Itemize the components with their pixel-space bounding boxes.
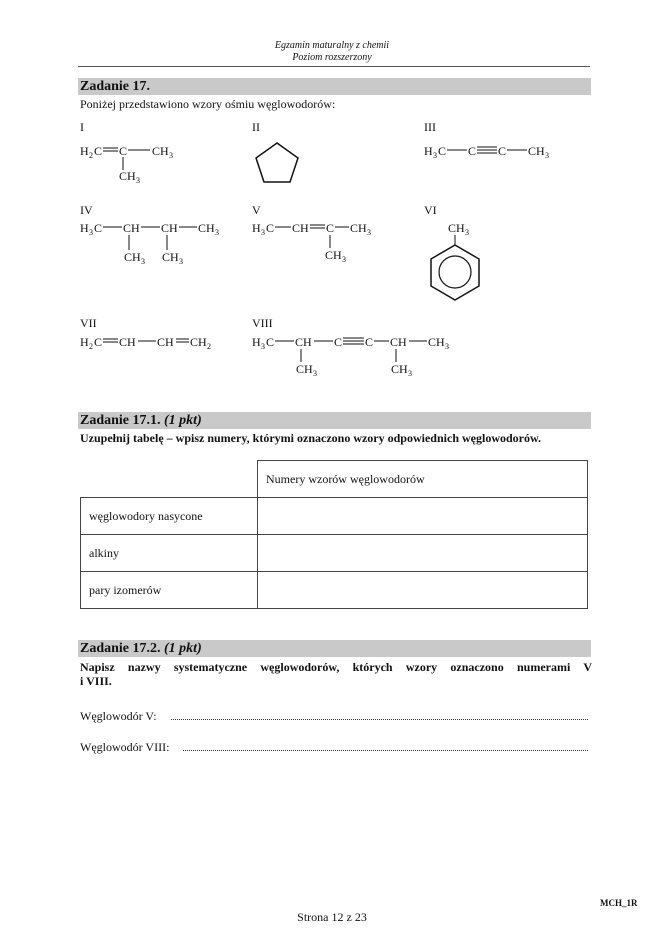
- formula-III: [424, 144, 549, 160]
- svg-text:CH: CH: [295, 335, 312, 349]
- svg-text:CH: CH: [292, 221, 309, 235]
- svg-text:C: C: [266, 335, 275, 349]
- answer-v-field[interactable]: [171, 710, 588, 720]
- task-17-title: Zadanie 17.: [80, 79, 151, 94]
- svg-text:C: C: [94, 144, 103, 158]
- table-row: [81, 498, 588, 535]
- answer-cell-isomer-pairs[interactable]: [258, 572, 588, 609]
- svg-text:H: H: [252, 335, 261, 349]
- svg-text:C: C: [468, 144, 477, 158]
- svg-text:CH: CH: [123, 221, 140, 235]
- svg-text:C: C: [334, 335, 343, 349]
- svg-text:CH: CH: [390, 335, 407, 349]
- svg-text:3: 3: [169, 151, 173, 160]
- svg-text:2: 2: [89, 342, 93, 351]
- svg-text:3: 3: [141, 257, 145, 266]
- structural-formulas: [0, 0, 664, 400]
- task-17-intro: Poniżej przedstawiono wzory ośmiu węglowodorów:: [80, 97, 336, 111]
- svg-text:CH: CH: [124, 250, 141, 264]
- svg-text:2: 2: [207, 342, 211, 351]
- svg-text:CH: CH: [157, 335, 174, 349]
- label-I: I: [80, 120, 84, 134]
- answer-viii-field[interactable]: [183, 741, 588, 751]
- label-VIII: VIII: [252, 316, 273, 330]
- table-corner-cell: [81, 461, 258, 498]
- row-label-alkynes: alkiny: [81, 535, 258, 572]
- svg-text:3: 3: [261, 228, 265, 237]
- svg-text:3: 3: [179, 257, 183, 266]
- row-label-saturated: węglowodory nasycone: [81, 498, 258, 535]
- answer-cell-alkynes[interactable]: [258, 535, 588, 572]
- task-17-1-instruction: Uzupełnij tabelę – wpisz numery, którymi oznaczono wzory odpowiednich węglowodorów.: [80, 431, 541, 445]
- svg-text:H: H: [80, 335, 89, 349]
- svg-text:C: C: [266, 221, 275, 235]
- svg-text:3: 3: [433, 151, 437, 160]
- task-17-2-instruction-line1: Napisz nazwy systematyczne węglowodorów, których wzory oznaczono numerami V: [80, 660, 592, 674]
- formula-II: [256, 143, 298, 182]
- svg-text:H: H: [80, 144, 89, 158]
- row-label-isomer-pairs: pary izomerów: [81, 572, 258, 609]
- answer-viii-label: Węglowodór VIII:: [80, 740, 170, 754]
- svg-text:H: H: [252, 221, 261, 235]
- formula-VI: [431, 221, 479, 300]
- svg-text:CH: CH: [296, 362, 313, 376]
- svg-text:C: C: [94, 335, 103, 349]
- svg-text:3: 3: [408, 369, 412, 378]
- task-17-1-title: Zadanie 17.1.: [80, 413, 161, 428]
- svg-text:3: 3: [545, 151, 549, 160]
- answer-table: [80, 460, 588, 609]
- svg-text:CH: CH: [162, 250, 179, 264]
- svg-text:3: 3: [215, 228, 219, 237]
- svg-text:CH: CH: [528, 144, 545, 158]
- svg-text:CH: CH: [448, 221, 465, 235]
- answer-v-label: Węglowodór V:: [80, 709, 157, 723]
- svg-text:H: H: [80, 221, 89, 235]
- label-VII: VII: [80, 316, 97, 330]
- svg-text:CH: CH: [119, 335, 136, 349]
- formula-I: [80, 144, 173, 185]
- task-17-2-title: Zadanie 17.2.: [80, 641, 161, 656]
- svg-text:3: 3: [261, 342, 265, 351]
- svg-text:3: 3: [342, 255, 346, 264]
- exam-level: Poziom rozszerzony: [292, 52, 372, 63]
- svg-text:CH: CH: [198, 221, 215, 235]
- table-header-cell: Numery wzorów węglowodorów: [258, 461, 588, 498]
- svg-text:3: 3: [89, 228, 93, 237]
- exam-code: MCH_1R: [600, 898, 638, 908]
- svg-text:C: C: [365, 335, 374, 349]
- svg-text:CH: CH: [152, 144, 169, 158]
- table-row: [81, 572, 588, 609]
- label-II: II: [252, 120, 260, 134]
- label-IV: IV: [80, 203, 93, 217]
- svg-text:CH: CH: [190, 335, 207, 349]
- svg-text:C: C: [326, 221, 335, 235]
- svg-text:C: C: [438, 144, 447, 158]
- task-17-1-title-bar: [78, 412, 591, 429]
- svg-text:3: 3: [445, 342, 449, 351]
- svg-text:C: C: [119, 144, 128, 158]
- svg-text:CH: CH: [119, 169, 136, 183]
- exam-title: Egzamin maturalny z chemii: [274, 40, 390, 51]
- svg-text:H: H: [424, 144, 433, 158]
- svg-text:CH: CH: [428, 335, 445, 349]
- svg-text:2: 2: [89, 151, 93, 160]
- svg-text:C: C: [94, 221, 103, 235]
- formula-IV: [80, 221, 219, 266]
- table-header-row: [81, 461, 588, 498]
- task-17-2-instruction-line2: i VIII.: [80, 674, 112, 688]
- svg-text:CH: CH: [325, 248, 342, 262]
- svg-text:3: 3: [313, 369, 317, 378]
- task-17-2-title-bar: [78, 640, 591, 657]
- formula-V: [252, 221, 371, 264]
- page-number: Strona 12 z 23: [297, 910, 367, 924]
- svg-text:3: 3: [367, 228, 371, 237]
- label-V: V: [252, 203, 261, 217]
- formula-VIII: [252, 335, 449, 378]
- table-row: [81, 535, 588, 572]
- label-VI: VI: [424, 203, 437, 217]
- answer-cell-saturated[interactable]: [258, 498, 588, 535]
- svg-text:CH: CH: [161, 221, 178, 235]
- label-III: III: [424, 120, 436, 134]
- svg-text:3: 3: [136, 176, 140, 185]
- svg-text:C: C: [498, 144, 507, 158]
- svg-text:CH: CH: [391, 362, 408, 376]
- task-17-1-points: (1 pkt): [164, 413, 202, 428]
- task-17-2-points: (1 pkt): [164, 641, 202, 656]
- svg-text:CH: CH: [350, 221, 367, 235]
- svg-text:3: 3: [465, 228, 469, 237]
- formula-VII: [80, 335, 211, 351]
